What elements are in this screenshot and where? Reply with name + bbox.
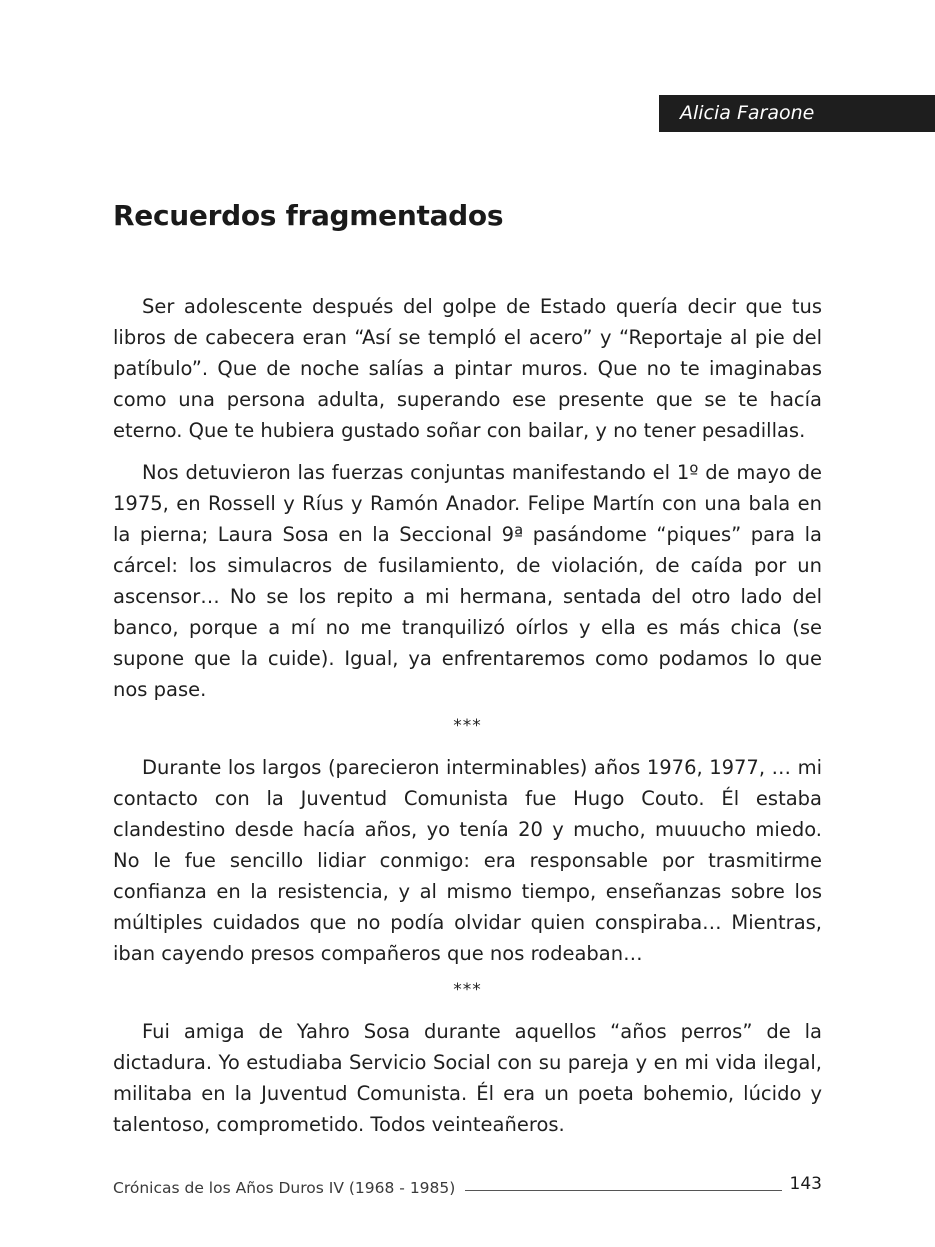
page-footer xyxy=(113,1176,822,1200)
paragraph: Durante los largos (parecieron interminables) años 1976, 1977, … mi contacto con la Juventud Comunista fue Hugo Couto. Él estaba clandestino desde hacía años, yo tenía 20 y mucho, muuucho miedo. No le fue sencillo lidiar conmigo: era responsable por trasmitirme confianza en la resistencia, y al mismo tiempo, enseñanzas sobre los múltiples cuidados que no podía olvidar quien conspiraba… Mientras, iban cayendo presos compañeros que nos rodeaban… xyxy=(113,756,822,965)
page-number: 143 xyxy=(789,1174,822,1194)
chapter-title: Recuerdos fragmentados xyxy=(113,199,504,232)
paragraph: Nos detuvieron las fuerzas conjuntas manifestando el 1º de mayo de 1975, en Rossell y Ríus y Ramón Anador. Felipe Martín con una bala en la pierna; Laura Sosa en la Seccional 9ª pasándome “piques” para la cárcel: los simulacros de fusilamiento, de violación, de caída por un ascensor… No se los repito a mi hermana, sentada del otro lado del banco, porque a mí no me tranquilizó oírlos y ella es más chica (se supone que la cuide). Igual, ya enfrentaremos como podamos lo que nos pase. xyxy=(113,461,822,701)
paragraph: Fui amiga de Yahro Sosa durante aquellos “años perros” de la dictadura. Yo estudiaba Servicio Social con su pareja y en mi vida ilegal, militaba en la Juventud Comunista. Él era un poeta bohemio, lúcido y talentoso, comprometido. Todos veinteañeros. xyxy=(113,1020,822,1136)
footer-rule xyxy=(465,1190,781,1191)
paragraph: Ser adolescente después del golpe de Estado quería decir que tus libros de cabecera eran “Así se templó el acero” y “Reportaje al pie del patíbulo”. Que de noche salías a pintar muros. Que no te imaginabas como una persona adulta, superando ese presente que se te hacía eterno. Que te hubiera gustado soñar con bailar, y no tener pesadillas. xyxy=(113,295,822,442)
body-text xyxy=(113,291,822,1151)
author-name: Alicia Faraone xyxy=(680,102,815,124)
author-header-tab xyxy=(659,95,935,132)
footer-book-title: Crónicas de los Años Duros IV (1968 - 1985) xyxy=(113,1179,456,1197)
section-separator: *** xyxy=(453,980,482,1000)
section-separator: *** xyxy=(453,716,482,736)
